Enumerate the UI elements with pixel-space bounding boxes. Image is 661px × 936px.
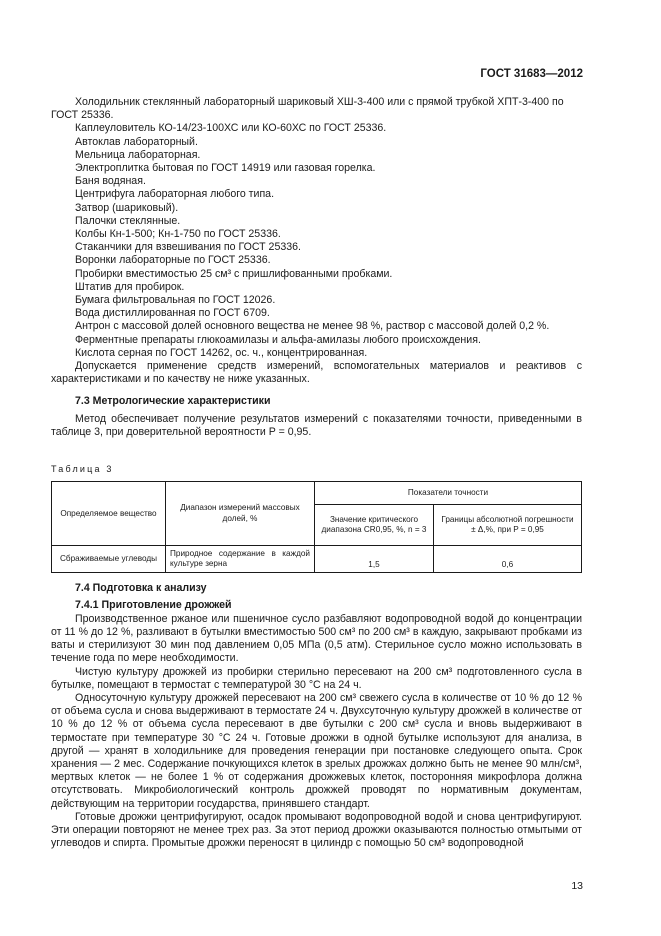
header-substance: Определяемое вещество <box>52 482 166 546</box>
equipment-item: Палочки стеклянные. <box>75 214 181 227</box>
equipment-item: Затвор (шариковый). <box>75 201 179 214</box>
standard-number: ГОСТ 31683—2012 <box>480 68 583 80</box>
equipment-item: Электроплитка бытовая по ГОСТ 14919 или газовая горелка. <box>75 162 376 175</box>
equipment-item: Вода дистиллированная по ГОСТ 6709. <box>75 307 270 320</box>
equipment-item: Мельница лабораторная. <box>75 148 201 161</box>
equipment-item: Пробирки вместимостью 25 см³ с пришлифованными пробками. <box>75 267 393 280</box>
equipment-item: Ферментные препараты глюкоамилазы и альфа-амилазы любого происхождения. <box>75 333 481 346</box>
equipment-item: Баня водяная. <box>75 175 146 188</box>
equipment-item: Колбы Кн-1-500; Кн-1-750 по ГОСТ 25336. <box>75 228 281 241</box>
equipment-item: Воронки лабораторные по ГОСТ 25336. <box>75 254 271 267</box>
page-number: 13 <box>571 880 583 892</box>
header-range: Диапазон измерений массовых долей, % <box>166 482 315 546</box>
body-paragraph: Готовые дрожжи центрифугируют, осадок промывают водопроводной водой и снова центрифугируют. Эти операции повторяют не менее трех раз. За этот период дрожжи оказываются полностью отмытыми от углеводов и спирта. Промытые дрожжи переносят в цилиндр с помощью 50 см³ водопроводной <box>51 810 582 850</box>
cell-substance: Сбраживаемые углеводы <box>52 546 166 573</box>
header-accuracy-group: Показатели точности <box>315 482 582 505</box>
equipment-item: Центрифуга лабораторная любого типа. <box>75 188 275 201</box>
header-error-bounds: Границы абсолютной погрешности ± Δ,%, при P = 0,95 <box>434 505 582 546</box>
table-label: Таблица 3 <box>51 464 114 475</box>
equipment-item: Автоклав лабораторный. <box>75 135 198 148</box>
body-paragraph: Производственное ржаное или пшеничное сусло разбавляют водопроводной водой до концентрации от 11 % до 12 %, разливают в бутылки вместимостью 500 см³ по 200 см³ в каждую, закрывают пробками из ваты и стерилизуют 30 мин под давлением 0,05 МПа (0,5 атм). Стерильное сусло можно использовать в течение года по мере необходимости. <box>51 612 582 665</box>
equipment-item: Штатив для пробирок. <box>75 280 185 293</box>
equipment-item: Стаканчики для взвешивания по ГОСТ 25336. <box>75 241 301 254</box>
equipment-item: Кислота серная по ГОСТ 14262, ос. ч., концентрированная. <box>75 346 368 359</box>
equipment-item: Бумага фильтровальная по ГОСТ 12026. <box>75 294 276 307</box>
accuracy-table <box>51 481 582 573</box>
section-7-4-1-heading: 7.4.1 Приготовление дрожжей <box>75 599 232 612</box>
table-header-row <box>52 482 582 505</box>
cell-range: Природное содержание в каждой культуре зерна <box>166 546 315 573</box>
section-7-3-text: Метод обеспечивает получение результатов измерений с показателями точности, приведенными в таблице 3, при доверительной вероятности P = 0,95. <box>51 412 582 438</box>
header-critical-range: Значение критического диапазона CR0,95, %, n = 3 <box>315 505 434 546</box>
document-body <box>51 96 582 850</box>
cell-error-bounds: 0,6 <box>434 546 582 573</box>
equipment-item: Антрон с массовой долей основного вещества не менее 98 %, раствор с массовой долей 0,2 %. <box>75 320 550 333</box>
body-paragraph: Чистую культуру дрожжей из пробирки стерильно пересевают на 200 см³ подготовленного сусла в бутылке, помещают в термостат с температурой 30 °С на 24 ч. <box>51 665 582 691</box>
cell-critical-range: 1,5 <box>315 546 434 573</box>
permit-paragraph: Допускается применение средств измерений, вспомогательных материалов и реактивов с характеристиками и по качеству не ниже указанных. <box>51 360 582 386</box>
equipment-item: Каплеуловитель КО-14/23-100ХС или КО-60ХС по ГОСТ 25336. <box>75 122 387 135</box>
section-7-3-heading: 7.3 Метрологические характеристики <box>75 395 271 408</box>
body-paragraph: Односуточную культуру дрожжей пересевают на 200 см³ свежего сусла в количестве от 10 % до 12 % от объема сусла и снова выдерживают в термостате 24 ч. Двухсуточную культуру дрожжей в количестве от 10 % до 12 % от объема сусла пересевают в две бутылки с 200 см³ сусла и вновь выдерживают в термостате при температуре 30 °С 24 ч. Готовые дрожжи в одной бутылке используют для анализа, в другой — хранят в холодильнике для проведения генерации при постановке следующего опыта. Срок хранения — 2 мес. Содержание почкующихся клеток в зрелых дрожжах должно быть не менее 90 млн/см³, мертвых клеток — не более 1 % от содержания дрожжевых клеток, посторонняя микрофлора должна отсутствовать. Микробиологический контроль дрожжей проводят по нормативным документам, действующим на территории государства, принявшего стандарт. <box>51 691 582 810</box>
table-row <box>52 546 582 573</box>
section-7-4-heading: 7.4 Подготовка к анализу <box>75 582 207 595</box>
equipment-item: Холодильник стеклянный лабораторный шариковый ХШ-3-400 или с прямой трубкой ХПТ-3-400 по ГОСТ 25336. <box>51 96 564 122</box>
